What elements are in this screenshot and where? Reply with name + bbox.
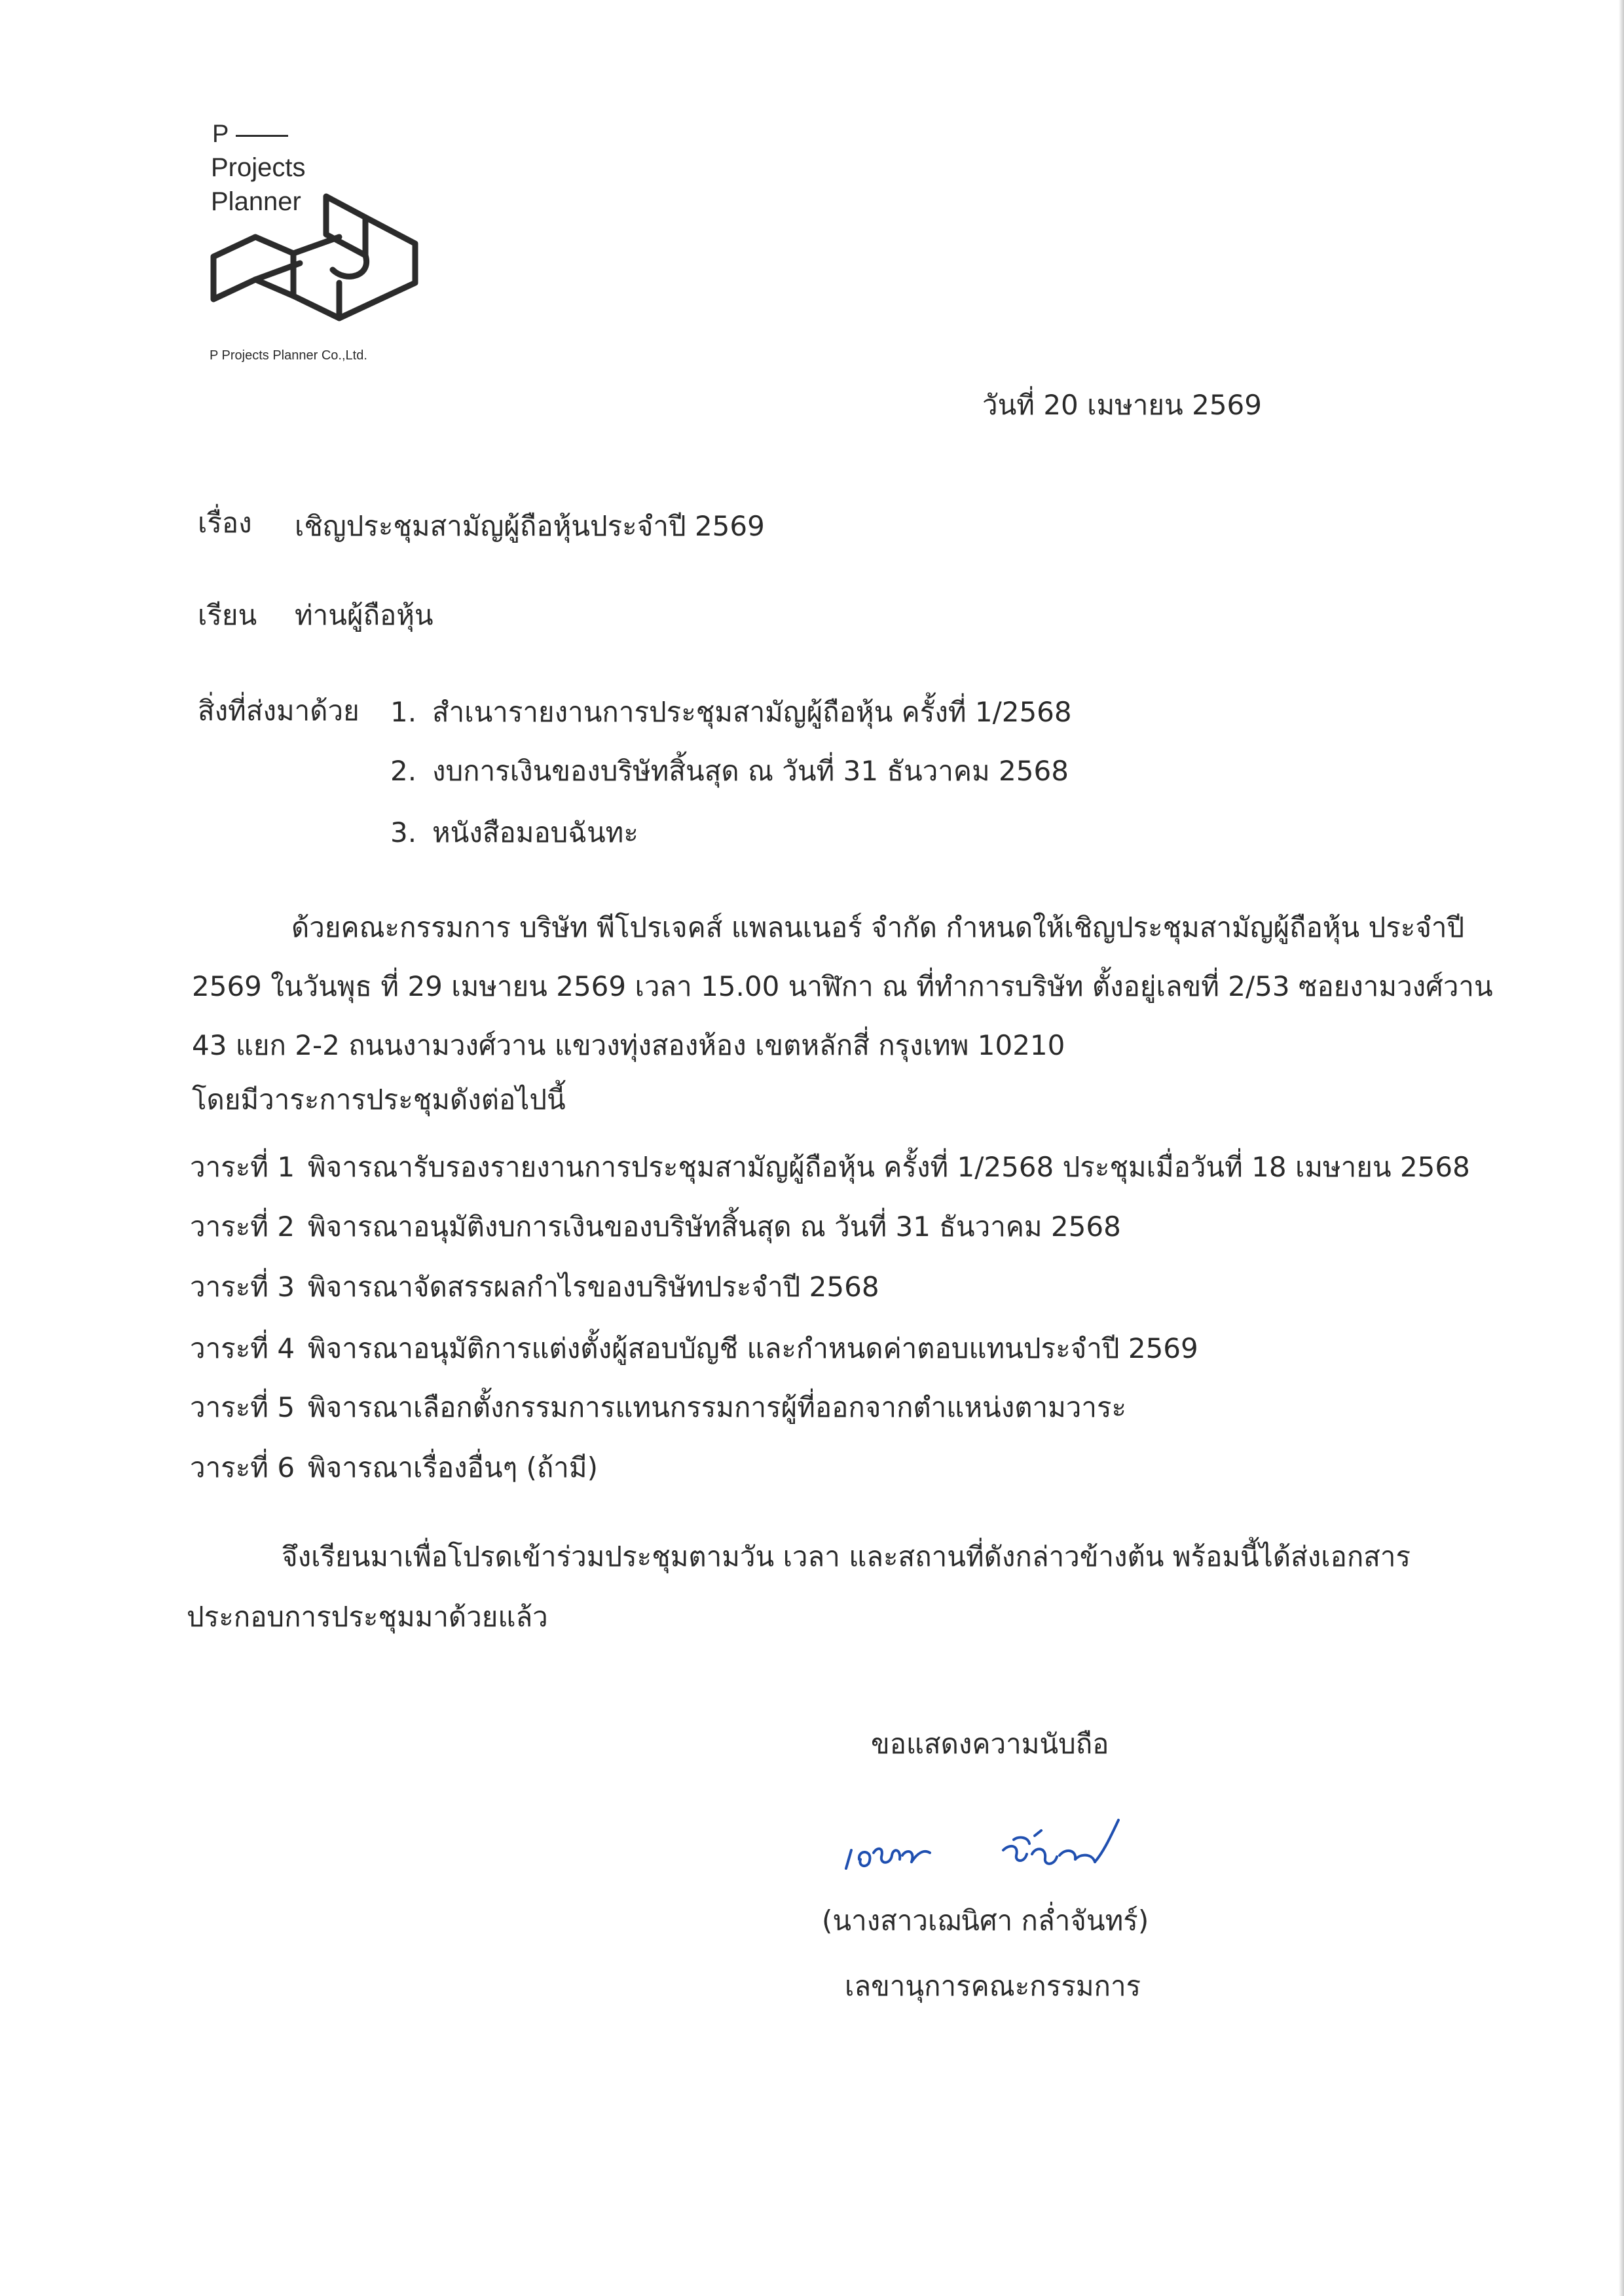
enclosure-item: สำเนารายงานการประชุมสามัญผู้ถือหุ้น ครั้งที่ 1/2568: [432, 696, 1072, 728]
subject-label: เรื่อง: [198, 507, 252, 539]
letter-date: วันที่ 20 เมษายน 2569: [982, 389, 1262, 421]
closing-line: ประกอบการประชุมมาด้วยแล้ว: [187, 1601, 548, 1633]
agenda-label: วาระที่ 3: [190, 1271, 295, 1303]
agenda-label: วาระที่ 4: [190, 1332, 295, 1364]
agenda-item: พิจารณาอนุมัติงบการเงินของบริษัทสิ้นสุด ณ วันที่ 31 ธันวาคม 2568: [308, 1211, 1121, 1243]
agenda-item: พิจารณาอนุมัติการแต่งตั้งผู้สอบบัญชี และกำหนดค่าตอบแทนประจำปี 2569: [308, 1332, 1198, 1364]
enclosures-label: สิ่งที่ส่งมาด้วย: [198, 695, 360, 727]
agenda-label: วาระที่ 2: [190, 1211, 295, 1243]
agenda-item: พิจารณารับรองรายงานการประชุมสามัญผู้ถือหุ้น ครั้งที่ 1/2568 ประชุมเมื่อวันที่ 18 เมษายน 2568: [308, 1151, 1470, 1183]
body-line: 2569 ในวันพุธ ที่ 29 เมษายน 2569 เวลา 15.00 นาฬิกา ณ ที่ทำการบริษัท ตั้งอยู่เลขที่ 2/53 ซอยงามวงศ์วาน: [192, 970, 1493, 1002]
logo-line: [236, 135, 288, 137]
enclosure-number: 1.: [390, 696, 417, 728]
signatory-title: เลขานุการคณะกรรมการ: [845, 1970, 1141, 2002]
agenda-item: พิจารณาเรื่องอื่นๆ (ถ้ามี): [308, 1451, 598, 1484]
enclosure-item: หนังสือมอบฉันทะ: [432, 816, 638, 848]
subject-text: เชิญประชุมสามัญผู้ถือหุ้นประจำปี 2569: [295, 510, 765, 542]
closing-line: จึงเรียนมาเพื่อโปรดเข้าร่วมประชุมตามวัน เวลา และสถานที่ดังกล่าวข้างต้น พร้อมนี้ได้ส่งเอกสาร: [282, 1540, 1411, 1573]
signatory-name: (นางสาวเฌนิศา กล่ำจันทร์): [822, 1904, 1149, 1937]
enclosure-item: งบการเงินของบริษัทสิ้นสุด ณ วันที่ 31 ธันวาคม 2568: [432, 755, 1069, 787]
recipient-text: ท่านผู้ถือหุ้น: [295, 599, 434, 631]
handwritten-signature: [838, 1813, 1179, 1892]
enclosure-number: 2.: [390, 755, 417, 787]
agenda-label: วาระที่ 5: [190, 1391, 295, 1423]
logo-company-caption: P Projects Planner Co.,Ltd.: [210, 348, 367, 363]
recipient-label: เรียน: [198, 599, 257, 631]
company-logo: [208, 119, 431, 368]
agenda-label: วาระที่ 6: [190, 1451, 295, 1484]
enclosure-number: 3.: [390, 816, 417, 848]
body-line: ด้วยคณะกรรมการ บริษัท พีโปรเจคส์ แพลนเนอร์ จำกัด กำหนดให้เชิญประชุมสามัญผู้ถือหุ้น ประจำปี: [291, 911, 1465, 943]
logo-word-projects: Projects: [211, 153, 306, 182]
regards-text: ขอแสดงความนับถือ: [871, 1728, 1109, 1760]
logo-mark-icon: [208, 185, 424, 322]
scan-edge: [1619, 0, 1624, 2296]
body-line: 43 แยก 2-2 ถนนงามวงศ์วาน แขวงทุ่งสองห้อง เขตหลักสี่ กรุงเทพ 10210: [192, 1029, 1065, 1061]
agenda-item: พิจารณาเลือกตั้งกรรมการแทนกรรมการผู้ที่ออกจากตำแหน่งตามวาระ: [308, 1391, 1127, 1423]
logo-word-planner: Planner: [211, 187, 301, 216]
agenda-label: วาระที่ 1: [190, 1151, 295, 1183]
body-line: โดยมีวาระการประชุมดังต่อไปนี้: [192, 1084, 566, 1116]
agenda-item: พิจารณาจัดสรรผลกำไรของบริษัทประจำปี 2568: [308, 1271, 879, 1303]
logo-letter: P: [212, 120, 229, 148]
